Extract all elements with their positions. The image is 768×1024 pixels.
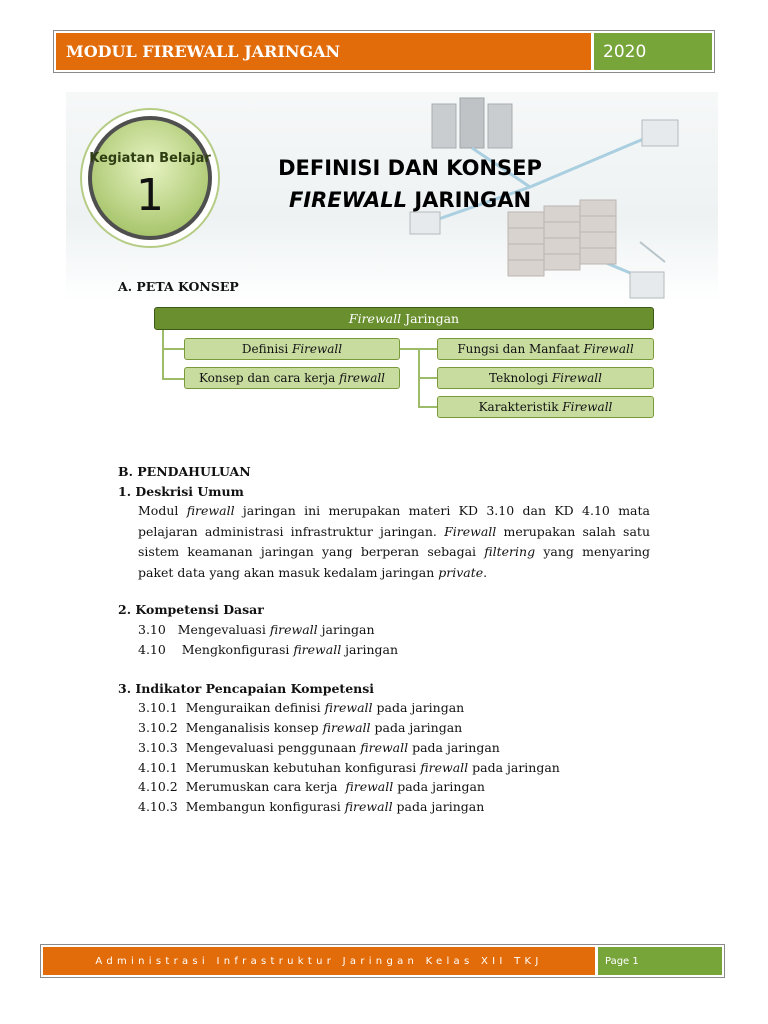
subsection-kompetensi: 2. Kompetensi Dasar	[118, 602, 264, 617]
title-rest: JARINGAN	[407, 188, 532, 212]
page-number: Page 1	[598, 947, 722, 975]
kegiatan-belajar-badge	[80, 108, 220, 248]
badge-number: 1	[136, 170, 164, 221]
ipk-item: 3.10.3 Mengevaluasi penggunaan firewall pada jaringan	[138, 740, 500, 755]
subsection-deskripsi: 1. Deskrisi Umum	[118, 484, 244, 499]
concept-box-teknologi: Teknologi Firewall	[437, 367, 654, 389]
chapter-title	[250, 152, 570, 216]
ipk-item: 4.10.2 Merumuskan cara kerja firewall pada jaringan	[138, 779, 485, 794]
subsection-indikator: 3. Indikator Pencapaian Kompetensi	[118, 681, 375, 696]
concept-box-definisi: Definisi Firewall	[184, 338, 400, 360]
footer-course-title: Administrasi Infrastruktur Jaringan Kelas XII TKJ	[43, 947, 598, 975]
ipk-item: 4.10.1 Merumuskan kebutuhan konfigurasi firewall pada jaringan	[138, 760, 560, 775]
concept-box-konsep: Konsep dan cara kerja firewall	[184, 367, 400, 389]
kd-item: 4.10 Mengkonfigurasi firewall jaringan	[138, 642, 399, 657]
section-a-heading: A. PETA KONSEP	[118, 279, 239, 294]
root-italic: Firewall	[348, 311, 402, 326]
connector	[162, 330, 164, 380]
concept-box-fungsi: Fungsi dan Manfaat Firewall	[437, 338, 654, 360]
section-b-heading: B. PENDAHULUAN	[118, 464, 251, 479]
ipk-item: 4.10.3 Membangun konfigurasi firewall pada jaringan	[138, 799, 485, 814]
badge-label: Kegiatan Belajar	[89, 151, 211, 166]
module-title: MODUL FIREWALL JARINGAN	[56, 33, 594, 70]
page-footer	[40, 944, 725, 978]
title-italic: FIREWALL	[288, 188, 408, 212]
connector	[418, 377, 438, 379]
root-rest: Jaringan	[401, 311, 460, 326]
ipk-item: 3.10.1 Menguraikan definisi firewall pada jaringan	[138, 700, 465, 715]
page-header	[53, 30, 715, 73]
title-line1: DEFINISI DAN KONSEP	[278, 156, 542, 180]
connector	[162, 348, 184, 350]
ipk-item: 3.10.2 Menganalisis konsep firewall pada jaringan	[138, 720, 463, 735]
connector	[162, 378, 184, 380]
title-line2	[250, 184, 570, 216]
concept-box-karakteristik: Karakteristik Firewall	[437, 396, 654, 418]
paragraph-deskripsi: Modul firewall jaringan ini merupakan materi KD 3.10 dan KD 4.10 mata pelajaran administrasi infrastruktur jaringan. Firewall merupakan salah satu sistem keamanan jaringan yang berperan sebagai filtering yang menyaring paket data yang akan masuk kedalam jaringan private.	[138, 503, 654, 580]
connector	[418, 406, 438, 408]
kd-item: 3.10 Mengevaluasi firewall jaringan	[138, 622, 375, 637]
concept-map-root	[154, 307, 654, 330]
year-label: 2020	[594, 33, 712, 70]
